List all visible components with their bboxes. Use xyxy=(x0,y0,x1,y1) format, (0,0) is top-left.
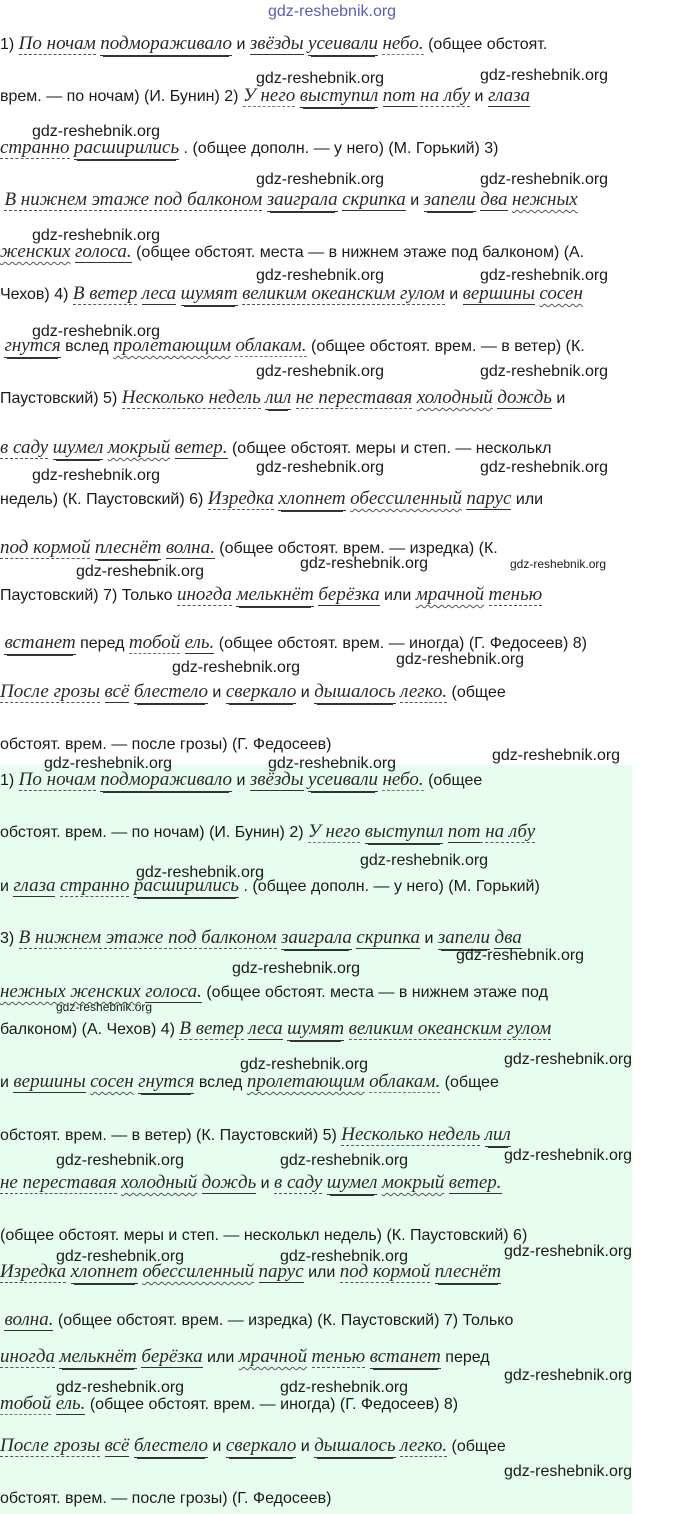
text: (общее обстоят. xyxy=(423,36,548,53)
word: глаза xyxy=(13,875,56,896)
word: шумят xyxy=(180,283,238,304)
watermark: gdz-reshebnik.org xyxy=(56,1379,185,1396)
watermark: gdz-reshebnik.org xyxy=(480,67,609,84)
word: Изредка xyxy=(0,1261,67,1282)
word: скрипка xyxy=(342,189,406,210)
word: По ночам xyxy=(18,33,96,54)
word: лил xyxy=(265,387,292,408)
word: плеснёт xyxy=(94,537,162,558)
word: запели xyxy=(437,927,491,948)
watermark: gdz-reshebnik.org xyxy=(480,267,609,284)
text: и xyxy=(444,286,463,303)
word: в саду xyxy=(0,437,49,458)
watermark: gdz-reshebnik.org xyxy=(172,659,301,676)
text-line xyxy=(0,388,565,409)
text: и xyxy=(232,772,250,789)
word: под кормой xyxy=(0,537,91,558)
word: встанет xyxy=(369,1346,441,1367)
watermark: gdz-reshebnik.org xyxy=(280,1152,409,1169)
text: (общее xyxy=(447,684,506,701)
word: леса xyxy=(141,283,177,304)
text: недель) (К. Паустовский) 6) xyxy=(0,491,208,508)
word: заиграла xyxy=(266,189,338,210)
word: подмораживало xyxy=(100,769,233,790)
watermark: gdz-reshebnik.org xyxy=(268,3,397,20)
word: сосен xyxy=(90,1071,134,1092)
word: звёзды xyxy=(249,33,304,54)
word: великим океанским гулом xyxy=(242,283,445,304)
text-line xyxy=(0,1226,527,1246)
text: и xyxy=(207,684,226,701)
word: берёзка xyxy=(318,584,380,605)
word: два xyxy=(480,189,508,210)
watermark: gdz-reshebnik.org xyxy=(256,70,385,87)
text: вслед xyxy=(194,1074,247,1091)
watermark: gdz-reshebnik.org xyxy=(32,227,161,244)
text-line xyxy=(0,489,543,510)
text: . (общее дополн. — у него) (М. Горький) xyxy=(239,878,540,895)
word: парус xyxy=(466,488,512,509)
text-line xyxy=(0,585,542,606)
word: всё xyxy=(104,1435,130,1456)
word: встанет xyxy=(4,632,76,653)
text-line xyxy=(0,438,551,459)
word: не переставая xyxy=(295,387,413,408)
text: 3) xyxy=(0,930,19,947)
text: и xyxy=(296,1438,315,1455)
text: и xyxy=(232,36,250,53)
word: сверкало xyxy=(225,681,297,702)
text-line xyxy=(0,138,499,159)
text-line xyxy=(0,876,540,897)
text-line xyxy=(0,284,583,305)
word: ветер. xyxy=(174,437,228,458)
text: . (общее дополн. — у него) (М. Горький) 3) xyxy=(179,140,499,157)
text-line xyxy=(0,34,547,55)
text: обстоят. врем. — после грозы) (Г. Федосеев) xyxy=(0,736,332,753)
word: дождь xyxy=(497,387,552,408)
text: обстоят. врем. — по ночам) (И. Бунин) 2) xyxy=(0,824,308,841)
word: всё xyxy=(104,681,130,702)
word: блестело xyxy=(133,681,208,702)
watermark: gdz-reshebnik.org xyxy=(32,323,161,340)
word: заиграла xyxy=(280,927,352,948)
word: дышалось xyxy=(314,1435,396,1456)
word: расширились xyxy=(133,875,240,896)
watermark: gdz-reshebnik.org xyxy=(56,1152,185,1169)
text-line xyxy=(0,1019,551,1040)
word: Несколько недель xyxy=(121,387,261,408)
word: обессиленный xyxy=(350,488,462,509)
word: мелькнёт xyxy=(236,584,314,605)
word: лил xyxy=(484,1124,511,1145)
word: не переставая xyxy=(0,1172,117,1193)
watermark: gdz-reshebnik.org xyxy=(504,1051,633,1068)
word: холодный xyxy=(416,387,493,408)
word: иногда xyxy=(0,1346,55,1367)
word: пот xyxy=(447,821,481,842)
text: или xyxy=(511,491,544,508)
word: шумят xyxy=(287,1018,345,1039)
watermark: gdz-reshebnik.org xyxy=(504,1243,633,1260)
word: сверкало xyxy=(225,1435,297,1456)
word: ель. xyxy=(55,1393,86,1414)
watermark: gdz-reshebnik.org xyxy=(492,747,621,764)
watermark: gdz-reshebnik.org xyxy=(300,555,429,572)
text: (общее обстоят. врем. — в ветер) (К. xyxy=(306,338,585,355)
text: вслед xyxy=(60,338,114,355)
text: (общее обстоят. врем. — изредка) (К. xyxy=(214,540,498,557)
watermark: gdz-reshebnik.org xyxy=(360,852,489,869)
word: странно xyxy=(0,137,70,158)
word: плеснёт xyxy=(434,1261,502,1282)
word: странно xyxy=(59,875,130,896)
word: тобой xyxy=(128,632,181,653)
word: мокрый xyxy=(107,437,171,458)
word: блестело xyxy=(133,1435,208,1456)
text: и xyxy=(405,192,424,209)
text: (общее xyxy=(447,1438,506,1455)
text-line xyxy=(0,1072,499,1093)
word: дышалось xyxy=(314,681,396,702)
word: расширились xyxy=(73,137,180,158)
text: и xyxy=(420,930,438,947)
text: или xyxy=(379,587,416,604)
text: (общее обстоят. врем. — изредка) (К. Паустовский) 7) Только xyxy=(53,1312,514,1329)
word: обессиленный xyxy=(142,1261,255,1282)
word: В нижнем этаже под балконом xyxy=(18,927,277,948)
word: легко. xyxy=(400,1435,448,1456)
text: (общее обстоят. врем. — иногда) (Г. Федосеев) 8) xyxy=(85,1396,459,1413)
text: (общее обстоят. врем. — иногда) (Г. Федосеев) 8) xyxy=(214,635,587,652)
watermark: gdz-reshebnik.org xyxy=(256,171,385,188)
word: вершины xyxy=(462,283,535,304)
watermark: gdz-reshebnik.org xyxy=(32,467,161,484)
word: великим океанским гулом xyxy=(348,1018,552,1039)
text: и xyxy=(551,390,566,407)
word: мрачной xyxy=(415,584,485,605)
watermark: gdz-reshebnik.org xyxy=(504,1367,633,1384)
text-line xyxy=(0,822,535,843)
word: берёзка xyxy=(141,1346,203,1367)
text-line xyxy=(0,682,506,703)
watermark: gdz-reshebnik.org xyxy=(256,459,385,476)
word: на лбу xyxy=(480,821,536,842)
word: усеивали xyxy=(308,769,378,790)
word: пролетающим xyxy=(113,335,231,356)
text: (общее xyxy=(423,772,483,789)
word: женских xyxy=(0,241,71,262)
word: В ветер xyxy=(179,1018,244,1039)
watermark: gdz-reshebnik.org xyxy=(256,363,385,380)
word: гнутся xyxy=(4,335,61,356)
word: В ветер xyxy=(72,283,138,304)
word: под кормой xyxy=(339,1261,431,1282)
watermark: gdz-reshebnik.org xyxy=(456,947,585,964)
text: (общее обстоят. места — в нижнем этаже под xyxy=(201,984,548,1001)
text: или xyxy=(202,1349,239,1366)
word: хлопнет xyxy=(278,488,346,509)
text: и xyxy=(470,88,488,105)
text: (общее обстоят. меры и степ. — несколькл недель) (К. Паустовский) 6) xyxy=(0,1227,528,1244)
text-line xyxy=(0,770,482,791)
word: небо. xyxy=(382,33,424,54)
watermark: gdz-reshebnik.org xyxy=(256,267,385,284)
text-line xyxy=(0,1489,331,1509)
word: холодный xyxy=(121,1172,198,1193)
watermark: gdz-reshebnik.org xyxy=(240,1056,369,1073)
word: ель. xyxy=(184,632,215,653)
word: ветер. xyxy=(448,1172,502,1193)
text: Паустовский) 7) Только xyxy=(0,587,177,604)
text-line xyxy=(0,928,522,949)
word: небо. xyxy=(382,769,424,790)
word: В нижнем этаже под балконом xyxy=(4,189,263,210)
word: волна. xyxy=(165,537,215,558)
text-line xyxy=(0,1173,502,1194)
watermark: gdz-reshebnik.org xyxy=(268,755,397,772)
word: мокрый xyxy=(381,1172,445,1193)
text-line xyxy=(0,1394,458,1415)
word: После грозы xyxy=(0,681,101,702)
word: глаза xyxy=(487,85,531,106)
word: шумел xyxy=(326,1172,378,1193)
watermark: gdz-reshebnik.org xyxy=(56,1248,185,1265)
text: врем. — по ночам) (И. Бунин) 2) xyxy=(0,88,243,105)
text: (общее обстоят. меры и степ. — несколькл xyxy=(227,440,552,457)
text-line xyxy=(0,735,331,755)
watermark: gdz-reshebnik.org xyxy=(76,563,205,580)
word: тенью xyxy=(311,1346,366,1367)
word: леса xyxy=(248,1018,283,1039)
text: Паустовский) 5) xyxy=(0,390,122,407)
text: и xyxy=(0,1074,14,1091)
word: пролетающим xyxy=(246,1071,365,1092)
word: голоса. xyxy=(75,241,132,262)
text: перед xyxy=(75,635,129,652)
text: или xyxy=(303,1264,340,1281)
text: и xyxy=(0,878,14,895)
text: перед xyxy=(440,1349,490,1366)
text: обстоят. врем. — в ветер) (К. Паустовский) 5) xyxy=(0,1127,342,1144)
text: и xyxy=(296,684,315,701)
word: облакам. xyxy=(369,1071,441,1092)
watermark: gdz-reshebnik.org xyxy=(510,557,607,571)
word: голоса. xyxy=(145,981,202,1002)
word: По ночам xyxy=(18,769,96,790)
word: выступил xyxy=(299,85,379,106)
watermark: gdz-reshebnik.org xyxy=(480,171,609,188)
text: 1) xyxy=(0,772,19,789)
word: два xyxy=(494,927,522,948)
watermark: gdz-reshebnik.org xyxy=(480,363,609,380)
word: шумел xyxy=(52,437,104,458)
word: тобой xyxy=(0,1393,52,1414)
watermark: gdz-reshebnik.org xyxy=(44,755,173,772)
watermark: gdz-reshebnik.org xyxy=(280,1379,409,1396)
text: и xyxy=(256,1175,275,1192)
word: подмораживало xyxy=(100,33,233,54)
word: нежных xyxy=(511,189,578,210)
watermark: gdz-reshebnik.org xyxy=(480,459,609,476)
text: обстоят. врем. — после грозы) (Г. Федосеев) xyxy=(0,1490,332,1507)
watermark: gdz-reshebnik.org xyxy=(32,123,161,140)
word: скрипка xyxy=(356,927,421,948)
watermark: gdz-reshebnik.org xyxy=(504,1147,633,1164)
word: гнутся xyxy=(138,1071,195,1092)
word: Несколько недель xyxy=(341,1124,481,1145)
watermark: gdz-reshebnik.org xyxy=(136,864,265,881)
text: Чехов) 4) xyxy=(0,286,73,303)
word: сосен xyxy=(539,283,583,304)
text: (общее xyxy=(440,1074,499,1091)
word: У него xyxy=(308,821,361,842)
word: дождь xyxy=(201,1172,257,1193)
word: нежных xyxy=(0,981,66,1002)
word: У него xyxy=(242,85,296,106)
word: усеивали xyxy=(308,33,378,54)
text: балконом) (А. Чехов) 4) xyxy=(0,1021,180,1038)
word: мрачной xyxy=(238,1346,308,1367)
word: легко. xyxy=(400,681,448,702)
text: (общее обстоят. места — в нижнем этаже под балконом) (А. xyxy=(131,244,585,261)
word: женских xyxy=(70,981,141,1002)
watermark: gdz-reshebnik.org xyxy=(504,1463,633,1480)
word: в саду xyxy=(274,1172,323,1193)
word: вершины xyxy=(13,1071,86,1092)
watermark: gdz-reshebnik.org xyxy=(56,1000,153,1014)
word: иногда xyxy=(177,584,232,605)
watermark: gdz-reshebnik.org xyxy=(396,651,525,668)
word: После грозы xyxy=(0,1435,101,1456)
word: пот xyxy=(382,85,416,106)
text-line xyxy=(0,190,578,211)
text-line xyxy=(0,1125,511,1146)
word: тенью xyxy=(488,584,543,605)
word: парус xyxy=(258,1261,304,1282)
word: звёзды xyxy=(249,769,304,790)
word: Изредка xyxy=(207,488,274,509)
text: 1) xyxy=(0,36,19,53)
watermark: gdz-reshebnik.org xyxy=(280,1248,409,1265)
word: запели xyxy=(423,189,476,210)
text-line xyxy=(0,242,584,263)
text: и xyxy=(207,1438,226,1455)
word: хлопнет xyxy=(70,1261,138,1282)
word: на лбу xyxy=(415,85,471,106)
word: волна. xyxy=(4,1309,54,1330)
text-line xyxy=(0,1347,490,1368)
word: облакам. xyxy=(235,335,307,356)
text-line xyxy=(0,1436,506,1457)
word: выступил xyxy=(364,821,444,842)
text-line xyxy=(0,86,530,107)
word: мелькнёт xyxy=(59,1346,137,1367)
text-line xyxy=(0,1310,513,1331)
watermark: gdz-reshebnik.org xyxy=(232,960,361,977)
